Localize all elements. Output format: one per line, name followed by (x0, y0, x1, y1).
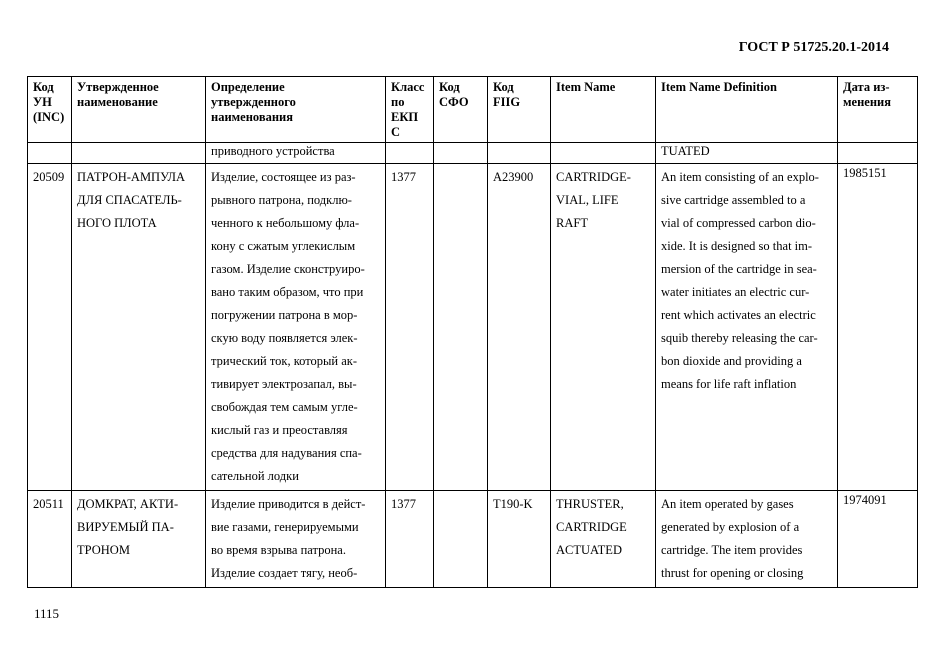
text-line: кислый газ и преоставляя (211, 423, 348, 437)
header-line: по (391, 95, 405, 109)
text-line: газом. Изделие сконструиро- (211, 262, 365, 276)
definition-ru-header (206, 77, 386, 143)
text-line: Изделие приводится в дейст- (211, 497, 366, 511)
code-cell: 20511 (28, 491, 72, 588)
header-line: наименования (211, 110, 294, 124)
text-line: рывного патрона, подклю- (211, 193, 352, 207)
date-header (838, 77, 918, 143)
text-line: вие газами, генерируемыми (211, 520, 359, 534)
item-name-cell (551, 164, 656, 491)
header-line: (INC) (33, 110, 65, 124)
header-line: наименование (77, 95, 158, 109)
text-line: ДЛЯ СПАСАТЕЛЬ- (77, 193, 182, 207)
item-name-cell (551, 491, 656, 588)
item-name-header (551, 77, 656, 143)
definition-ru-cell (206, 491, 386, 588)
text-line: ТРОНОМ (77, 543, 130, 557)
text-line: mersion of the cartridge in sea- (661, 262, 817, 276)
text-line: An item operated by gases (661, 497, 794, 511)
text-line: тивирует электрозапал, вы- (211, 377, 357, 391)
text-line: трический ток, который ак- (211, 354, 358, 368)
text-line: vial of compressed carbon dio- (661, 216, 816, 230)
header-line: Класс (391, 80, 425, 94)
text-line: ченного к небольшому фла- (211, 216, 360, 230)
header-line: Утвержденное (77, 80, 159, 94)
text-line: thrust for opening or closing (661, 566, 804, 580)
text-line: скую воду появляется элек- (211, 331, 358, 345)
name-ru-cell (72, 164, 206, 491)
header-line: Дата из- (843, 80, 890, 94)
definition-en-header (656, 77, 838, 143)
continuation-definition-en: TUATED (656, 143, 838, 164)
header-line: FIIG (493, 95, 521, 109)
text-line: свобождая тем самым угле- (211, 400, 358, 414)
text-line: CARTRIDGE- (556, 170, 631, 184)
text-line: rent which activates an electric (661, 308, 816, 322)
text-line: water initiates an electric cur- (661, 285, 810, 299)
standard-header: ГОСТ Р 51725.20.1-2014 (738, 40, 889, 55)
text-line: An item consisting of an explo- (661, 170, 819, 184)
table-row (28, 164, 918, 491)
header-row (28, 77, 918, 143)
date-cell: 1985151 (838, 164, 918, 491)
date-cell: 1974091 (838, 491, 918, 588)
text-line: xide. It is designed so that im- (661, 239, 813, 253)
text-line: cartridge. The item provides (661, 543, 803, 557)
table-row (28, 491, 918, 588)
header-line: Item Name (556, 80, 616, 94)
continuation-row (28, 143, 918, 164)
sfo-cell (434, 491, 488, 588)
header-line: менения (843, 95, 891, 109)
fiig-cell: A23900 (488, 164, 551, 491)
page-number: 1115 (34, 606, 60, 621)
text-line: ДОМКРАТ, АКТИ- (77, 497, 179, 511)
text-line: VIAL, LIFE (556, 193, 619, 207)
text-line: THRUSTER, (556, 497, 624, 511)
header-line: СФО (439, 95, 469, 109)
fiig-header (488, 77, 551, 143)
text-line: средства для надувания спа- (211, 446, 362, 460)
text-line: sive cartridge assembled to a (661, 193, 806, 207)
text-line: bon dioxide and providing a (661, 354, 802, 368)
text-line: сательной лодки (211, 469, 299, 483)
text-line: Изделие, состоящее из раз- (211, 170, 356, 184)
text-line: squib thereby releasing the car- (661, 331, 818, 345)
text-line: во время взрыва патрона. (211, 543, 346, 557)
code-cell: 20509 (28, 164, 72, 491)
text-line: ACTUATED (556, 543, 622, 557)
header-line: ЕКП (391, 110, 419, 124)
definition-en-cell (656, 164, 838, 491)
text-line: Изделие создает тягу, необ- (211, 566, 358, 580)
text-line: generated by explosion of a (661, 520, 800, 534)
code-header (28, 77, 72, 143)
header-line: Определение (211, 80, 285, 94)
class-cell: 1377 (386, 164, 434, 491)
name-ru-header (72, 77, 206, 143)
name-ru-cell (72, 491, 206, 588)
sfo-cell (434, 164, 488, 491)
continuation-definition-ru: приводного устройства (206, 143, 386, 164)
fiig-cell: T190-K (488, 491, 551, 588)
text-line: погружении патрона в мор- (211, 308, 358, 322)
sfo-header (434, 77, 488, 143)
definition-en-cell (656, 491, 838, 588)
header-line: Item Name Definition (661, 80, 777, 94)
text-line: ВИРУЕМЫЙ ПА- (77, 520, 174, 534)
text-line: CARTRIDGE (556, 520, 627, 534)
header-line: утвержденного (211, 95, 296, 109)
definition-ru-cell (206, 164, 386, 491)
header-line: С (391, 125, 401, 139)
text-line: means for life raft inflation (661, 377, 797, 391)
header-line: УН (33, 95, 52, 109)
header-line: Код (33, 80, 54, 94)
header-line: Код (439, 80, 460, 94)
text-line: RAFT (556, 216, 588, 230)
classification-table (27, 76, 918, 588)
class-header (386, 77, 434, 143)
header-line: Код (493, 80, 514, 94)
text-line: НОГО ПЛОТА (77, 216, 157, 230)
text-line: кону с сжатым углекислым (211, 239, 356, 253)
class-cell: 1377 (386, 491, 434, 588)
text-line: вано таким образом, что при (211, 285, 364, 299)
text-line: ПАТРОН-АМПУЛА (77, 170, 186, 184)
